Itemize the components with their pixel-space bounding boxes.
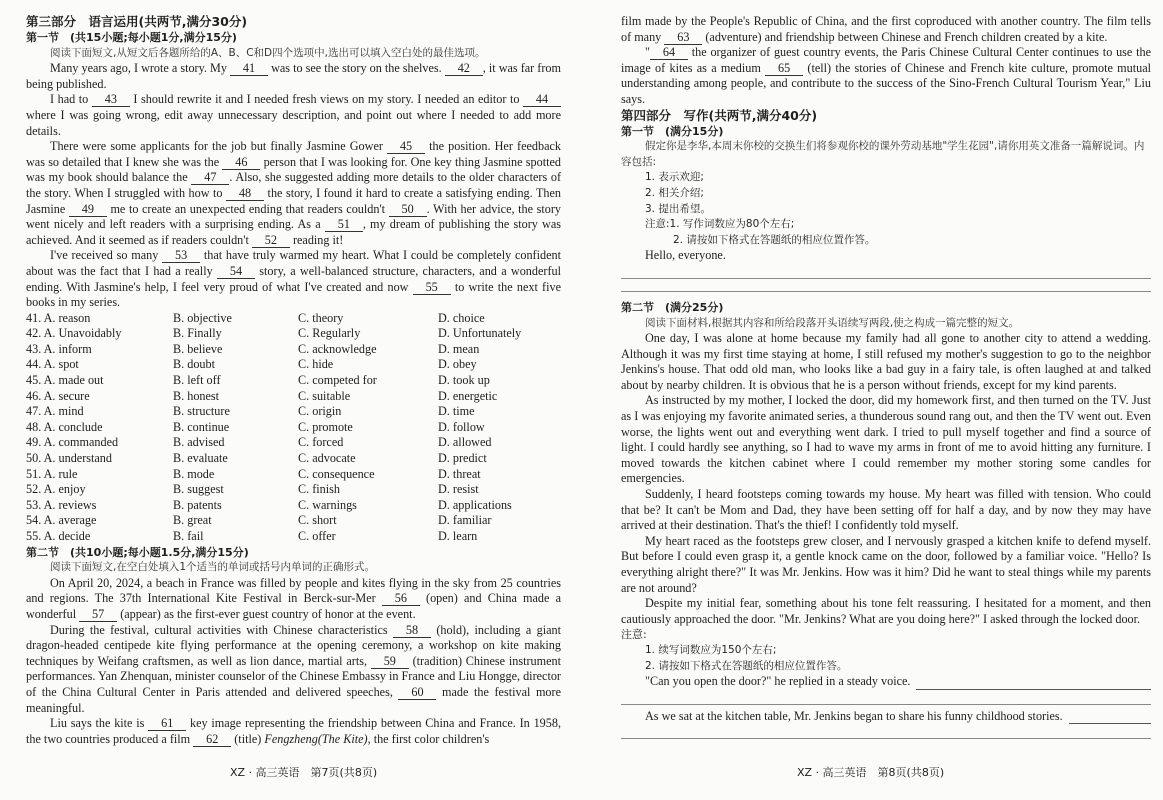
blank-64: 64 [650, 46, 688, 60]
section2-title: 第二节 (共10小题;每小题1.5分,满分15分) [26, 545, 249, 559]
option-52-A: 52. A. enjoy [26, 482, 86, 497]
blank-65: 65 [765, 62, 803, 76]
blank-48: 48 [226, 187, 264, 201]
part4-title: 第四部分 写作(共两节,满分40分) [621, 107, 818, 123]
blank-59: 59 [371, 655, 409, 669]
paragraph: Suddenly, I heard footsteps coming towards my house. My heart was filled with tension. Who could that be? It can't be Mom and Dad, they have been setting off for half a day, and by now they may have arrived at their destination. That's the thief! I confidently told myself. [621, 487, 1151, 533]
option-44-D: D. obey [438, 357, 477, 372]
grammar-passage-continued [621, 14, 1151, 108]
option-46-D: D. energetic [438, 388, 498, 403]
writing2-note: 2. 请按如下格式在答题纸的相应位置作答。 [645, 659, 848, 672]
blank-55: 55 [413, 281, 451, 295]
option-53-A: 53. A. reviews [26, 497, 97, 512]
writing1-opening: Hello, everyone. [645, 248, 726, 263]
blank-58: 58 [393, 624, 431, 638]
option-48-C: C. promote [298, 419, 353, 434]
blank-53: 53 [162, 249, 200, 263]
option-47-B: B. structure [173, 404, 230, 419]
paragraph: I've received so many 53 that have truly warmed my heart. What I could be completely confident about was the fact that I had a really 54 story, a well-balanced structure, characters, and a wonderful ending. With Jasmine's help, I feel very proud of what I've created and now 55 to write the next five books in my series. [26, 248, 562, 310]
paragraph: During the festival, cultural activities with Chinese characteristics 58 (hold), including a giant dragon-headed centipede kite flying performance at the opening ceremony, a workshop on kite making techniques by Weifang craftsmen, as well as lion dance, martial arts, 59 (tradition) Chinese instrument performances. Yan Zhenquan, minister counselor of the Chinese Embassy in France and Liu Hongge, director of the China Cultural Center in Paris attended and delivered speeches, 60 made the festival more meaningful. [26, 622, 562, 715]
option-55-A: 55. A. decide [26, 529, 91, 543]
writing1-note: 2. 请按如下格式在答题纸的相应位置作答。 [673, 233, 876, 246]
writing2-instruction: 阅读下面材料,根据其内容和所给段落开头语续写两段,使之构成一篇完整的短文。 [645, 316, 1020, 329]
option-53-C: C. warnings [298, 497, 357, 512]
section2-instruction: 阅读下面短文,在空白处填入1个适当的单词或括号内单词的正确形式。 [50, 561, 376, 574]
blank-44: 44 [523, 93, 561, 107]
section1-instruction: 阅读下面短文,从短文后各题所给的A、B、C和D四个选项中,选出可以填入空白处的最佳选项。 [50, 46, 486, 59]
cloze-passage [26, 61, 561, 311]
option-48-D: D. follow [438, 419, 485, 434]
paragraph: film made by the People's Republic of China, and the first coproduced with another country. The film tells of many 63 (adventure) and friendship between Chinese and French children created by a kite. [621, 14, 1151, 44]
option-49-A: 49. A. commanded [26, 435, 119, 450]
paragraph: On April 20, 2024, a beach in France was filled by people and kites flying in the sky from 25 countries and regions. The 37th International Kite Festival in Berck-sur-Mer 56 (open) and China made a wonderful 57 (appear) as the first-ever guest country of honor at the event. [26, 575, 561, 621]
writing1-point: 1. 表示欢迎; [645, 171, 704, 184]
option-43-A: 43. A. inform [26, 341, 92, 356]
blank-56: 56 [382, 592, 420, 606]
part3-title: 第三部分 语言运用(共两节,满分30分) [26, 14, 248, 29]
option-54-D: D. familiar [438, 513, 492, 528]
blank-54: 54 [217, 265, 255, 279]
blank-63: 63 [664, 31, 702, 45]
paragraph: My heart raced as the footsteps grew closer, and I nervously grasped a kitchen knife to defend myself. But before I could even grasp it, a gentle knock came on the door, followed by a familiar voice. "Hello? Is everything alright there?" It was Mr. Jenkins. How was it him? Did he want to steal things while my parents are not around? [621, 533, 1151, 595]
option-48-A: 48. A. conclude [26, 419, 103, 434]
option-41-A: 41. A. reason [26, 310, 91, 325]
paragraph: There were some applicants for the job but finally Jasmine Gower 45 the position. Her feedback was so detailed that I knew she was the 46 person that I was looking for. One key thing Jasmine spotted was my book should balance the 47 . Also, she suggested adding more details to the older characters of the story. When I struggled with how to 48 the story, I found it hard to create a satisfying ending. Then Jasmine 49 me to create an unexpected ending that readers couldn't 50 . With her advice, the story went nicely and left readers with a surprising ending. As a 51 , my dream of publishing the story was achieved. And it seemed as if readers couldn't 52 reading it! [26, 139, 562, 247]
writing2-title: 第二节 (满分25分) [621, 300, 724, 314]
option-51-C: C. consequence [298, 466, 375, 481]
section1-title: 第一节 (共15小题;每小题1分,满分15分) [26, 31, 237, 44]
option-47-D: D. time [438, 404, 475, 419]
option-49-B: B. advised [173, 435, 225, 450]
option-52-C: C. finish [298, 482, 340, 497]
grammar-passage [26, 576, 561, 748]
option-42-A: 42. A. Unavoidably [26, 326, 122, 341]
option-51-D: D. threat [438, 466, 481, 481]
option-46-A: 46. A. secure [26, 388, 90, 403]
option-45-C: C. competed for [298, 373, 377, 388]
paragraph: As instructed by my mother, I locked the door, did my homework first, and then turned on the TV. Just as I was enjoying my favorite animated series, a thunderous sound rang out, and then the TV went out. Even worse, the lights went out and everything went dark. I tried to pull myself together and find a source of light. I could hardly see anything, so I had to wave my arms in front of me to avoid hitting any furniture. I moved towards the kitchen cabinet where I could remember my mother storing some candles for emergencies. [621, 393, 1151, 486]
option-43-C: C. acknowledge [298, 341, 377, 356]
answer-line [621, 283, 1151, 292]
paragraph: Liu says the kite is 61 key image representing the friendship between China and France. In 1958, the two countries produced a film 62 (title) Fengzheng(The Kite), the first color children's [26, 716, 561, 746]
writing1-point: 3. 提出希望。 [645, 202, 711, 215]
page8-footer: XZ · 高三英语 第8页(共8页) [797, 766, 945, 779]
writing2-note-title: 注意: [621, 628, 647, 642]
option-53-B: B. patents [173, 497, 222, 512]
blank-49: 49 [69, 203, 107, 217]
answer-line [621, 724, 1151, 739]
option-54-A: 54. A. average [26, 513, 97, 528]
option-41-C: C. theory [298, 310, 344, 325]
paragraph: Despite my initial fear, something about his tone felt reassuring. I hesitated for a moment, and then cautiously approached the door. "Mr. Jenkins? What are you doing here?" I asked through the locked door. [621, 596, 1151, 626]
option-45-D: D. took up [438, 373, 490, 388]
option-44-B: B. doubt [173, 357, 215, 372]
blank-52: 52 [252, 234, 290, 248]
writing2-opening-2: As we sat at the kitchen table, Mr. Jenkins began to share his funny childhood stories. [645, 708, 1063, 723]
writing1-title: 第一节 (满分15分) [621, 124, 724, 138]
blank-57: 57 [79, 608, 117, 622]
option-51-B: B. mode [173, 466, 215, 481]
option-49-C: C. forced [298, 435, 344, 450]
blank-62: 62 [193, 733, 231, 747]
option-50-B: B. evaluate [173, 451, 228, 466]
option-45-A: 45. A. made out [26, 373, 104, 388]
option-47-A: 47. A. mind [26, 404, 84, 419]
blank-42: 42 [445, 62, 483, 76]
blank-51: 51 [325, 218, 363, 232]
option-44-A: 44. A. spot [26, 357, 79, 372]
answer-line [916, 674, 1151, 690]
answer-line [621, 690, 1151, 705]
blank-47: 47 [191, 171, 229, 185]
option-46-C: C. suitable [298, 388, 351, 403]
italic-title: Fengzheng(The Kite) [264, 731, 368, 746]
story-passage [621, 331, 1151, 627]
blank-60: 60 [398, 686, 436, 700]
option-43-B: B. believe [173, 341, 223, 356]
option-42-C: C. Regularly [298, 326, 361, 341]
option-43-D: D. mean [438, 341, 480, 356]
writing2-opening-1-line [621, 674, 1151, 690]
blank-46: 46 [222, 156, 260, 170]
paragraph: I had to 43 I should rewrite it and I needed fresh views on my story. I needed an editor to 44 where I was going wrong, edit away unnecessary description, and point out where I needed to add more details. [26, 92, 561, 138]
writing1-prompt: 假定你是李华,本周末你校的交换生们将参观你校的课外劳动基地"学生花园",请你用英文准备一篇解说词。内容包括: [621, 140, 1145, 168]
option-41-B: B. objective [173, 310, 232, 325]
option-44-C: C. hide [298, 357, 334, 372]
option-46-B: B. honest [173, 388, 220, 403]
option-50-A: 50. A. understand [26, 451, 112, 466]
option-50-C: C. advocate [298, 451, 356, 466]
blank-45: 45 [387, 140, 425, 154]
blank-50: 50 [389, 203, 427, 217]
writing1-note: 注意:1. 写作词数应为80个左右; [645, 218, 795, 231]
answer-line [1069, 709, 1151, 725]
exam-page-7 [26, 14, 561, 747]
option-42-B: B. Finally [173, 326, 222, 341]
blank-43: 43 [92, 93, 130, 107]
paragraph: One day, I was alone at home because my family had all gone to another city to attend a wedding. Although it was my first time staying at home, I still refused my mother's suggestion to go to the neighbor Jenkins's house. That odd old man, who looks like a bad guy in a fairy tale, is often laughed at and talked about by nearby children. It is obvious that he is a person without friends, except for my kind parents. [621, 331, 1151, 392]
writing2-opening-2-line [621, 709, 1151, 725]
writing1-point: 2. 相关介绍; [645, 186, 704, 199]
writing2-note: 1. 续写词数应为150个左右; [645, 643, 777, 656]
writing2-opening-1: "Can you open the door?" he replied in a steady voice. [645, 674, 911, 689]
option-51-A: 51. A. rule [26, 466, 78, 481]
answer-line [621, 264, 1151, 279]
option-55-B: B. fail [173, 529, 204, 543]
blank-41: 41 [230, 62, 268, 76]
option-54-C: C. short [298, 513, 337, 528]
option-52-B: B. suggest [173, 482, 224, 497]
option-54-B: B. great [173, 513, 212, 528]
paragraph: " 64 the organizer of guest country events, the Paris Chinese Cultural Center continues to use the image of kites as a medium 65 (tell) the stories of Chinese and French kite culture, promote mutual understanding among people, and contribute to the success of the Sino-French Cultural Tourism Year," Liu says. [621, 45, 1151, 106]
paragraph: Many years ago, I wrote a story. My 41 was to see the story on the shelves. 42 , it was far from being published. [26, 61, 561, 91]
option-50-D: D. predict [438, 451, 487, 466]
option-55-C: C. offer [298, 529, 336, 543]
option-52-D: D. resist [438, 482, 479, 497]
option-55-D: D. learn [438, 529, 478, 543]
options-table [26, 311, 561, 545]
blank-61: 61 [148, 717, 186, 731]
option-53-D: D. applications [438, 497, 512, 512]
option-41-D: D. choice [438, 310, 485, 325]
option-47-C: C. origin [298, 404, 342, 419]
option-42-D: D. Unfortunately [438, 326, 522, 341]
page7-footer: XZ · 高三英语 第7页(共8页) [230, 766, 378, 779]
exam-page-8 [621, 14, 1151, 743]
option-48-B: B. continue [173, 419, 230, 434]
option-45-B: B. left off [173, 373, 221, 388]
option-49-D: D. allowed [438, 435, 492, 450]
